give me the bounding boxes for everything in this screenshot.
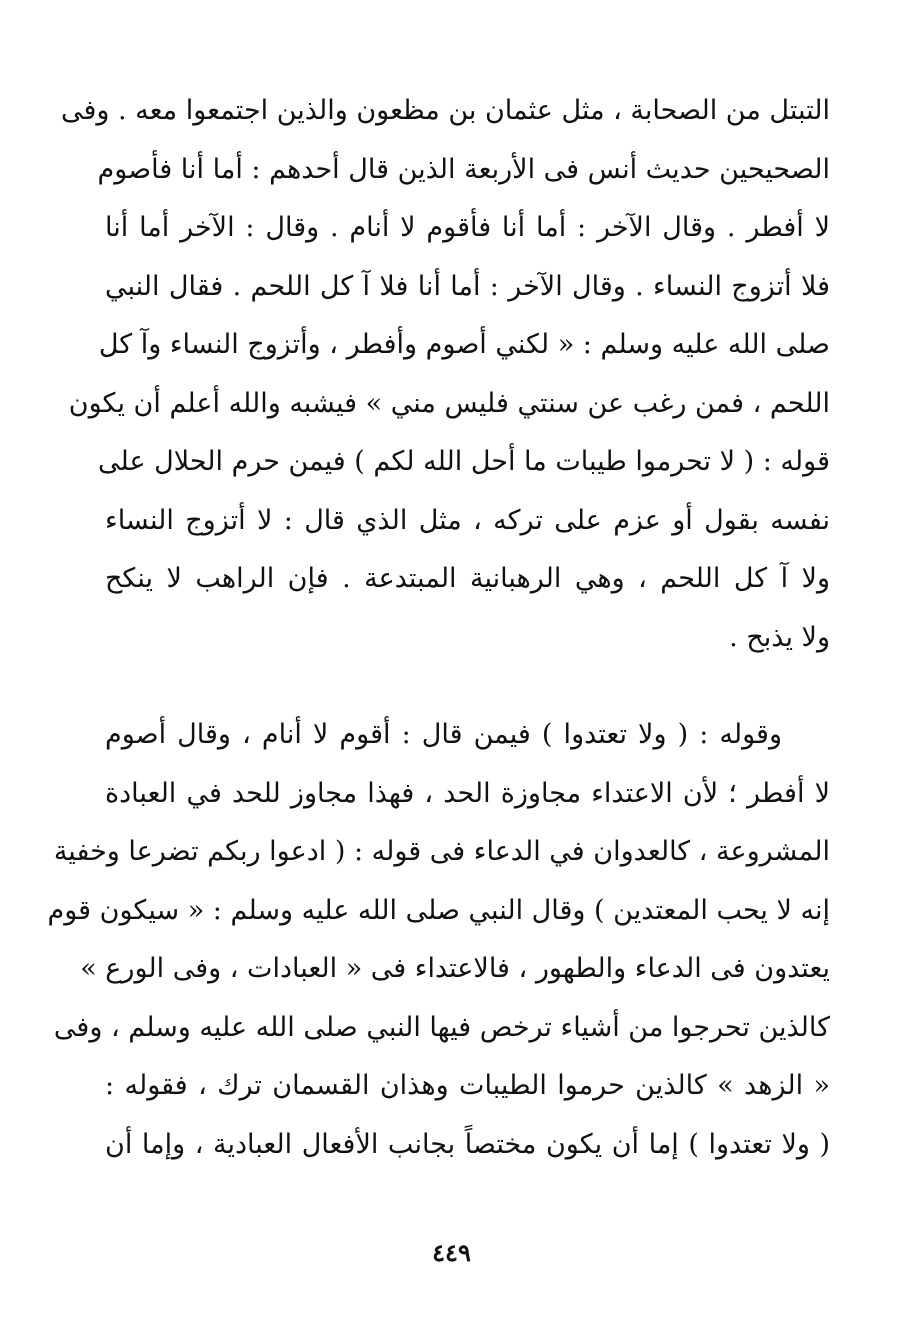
text-line: المشروعة ، كالعدوان في الدعاء فى قوله : ( ادعوا ربكم تضرعا وخفية bbox=[53, 836, 830, 867]
text-line: ولا آ كل اللحم ، وهي الرهبانية المبتدعة . فإن الراهب لا ينكح bbox=[105, 563, 830, 594]
text-line: نفسه بقول أو عزم على تركه ، مثل الذي قال : لا أتزوج النساء bbox=[105, 504, 830, 536]
paragraph-1 bbox=[60, 82, 830, 667]
text-line: إنه لا يحب المعتدين ) وقال النبي صلى الله عليه وسلم : « سيكون قوم bbox=[47, 894, 830, 926]
paragraph-2 bbox=[47, 706, 830, 1174]
text-line: التبتل من الصحابة ، مثل عثمان بن مظعون والذين اجتمعوا معه . وفى bbox=[60, 95, 830, 126]
text-line: فلا أتزوج النساء . وقال الآخر : أما أنا فلا آ كل اللحم . فقال النبي bbox=[105, 270, 830, 302]
text-line: صلى الله عليه وسلم : « لكني أصوم وأفطر ، وأتزوج النساء وآ كل bbox=[98, 329, 830, 360]
text-line: كالذين تحرجوا من أشياء ترخص فيها النبي صلى الله عليه وسلم ، وفى bbox=[53, 1011, 830, 1043]
text-line: يعتدون فى الدعاء والطهور ، فالاعتداء فى « العبادات ، وفى الورع » bbox=[80, 953, 830, 984]
text-line: ولا يذبح . bbox=[729, 621, 830, 653]
text-line: وقوله : ( ولا تعتدوا ) فيمن قال : أقوم لا أنام ، وقال أصوم bbox=[105, 719, 782, 750]
page-number: ٤٤٩ bbox=[432, 1238, 471, 1267]
text-line: لا أفطر . وقال الآخر : أما أنا فأقوم لا أنام . وقال : الآخر أما أنا bbox=[105, 212, 830, 243]
text-line: « الزهد » كالذين حرموا الطيبات وهذان القسمان ترك ، فقوله : bbox=[105, 1070, 830, 1101]
text-line: قوله : ( لا تحرموا طيبات ما أحل الله لكم ) فيمن حرم الحلال على bbox=[98, 446, 830, 477]
text-line: لا أفطر ؛ لأن الاعتداء مجاوزة الحد ، فهذا مجاوز للحد في العبادة bbox=[105, 777, 830, 809]
text-line: الصحيحين حديث أنس فى الأربعة الذين قال أحدهم : أما أنا فأصوم bbox=[97, 153, 830, 185]
text-line: ( ولا تعتدوا ) إما أن يكون مختصاً بجانب الأفعال العبادية ، وإما أن bbox=[105, 1128, 830, 1160]
text-line: اللحم ، فمن رغب عن سنتي فليس مني » فيشبه والله أعلم أن يكون bbox=[68, 387, 830, 419]
